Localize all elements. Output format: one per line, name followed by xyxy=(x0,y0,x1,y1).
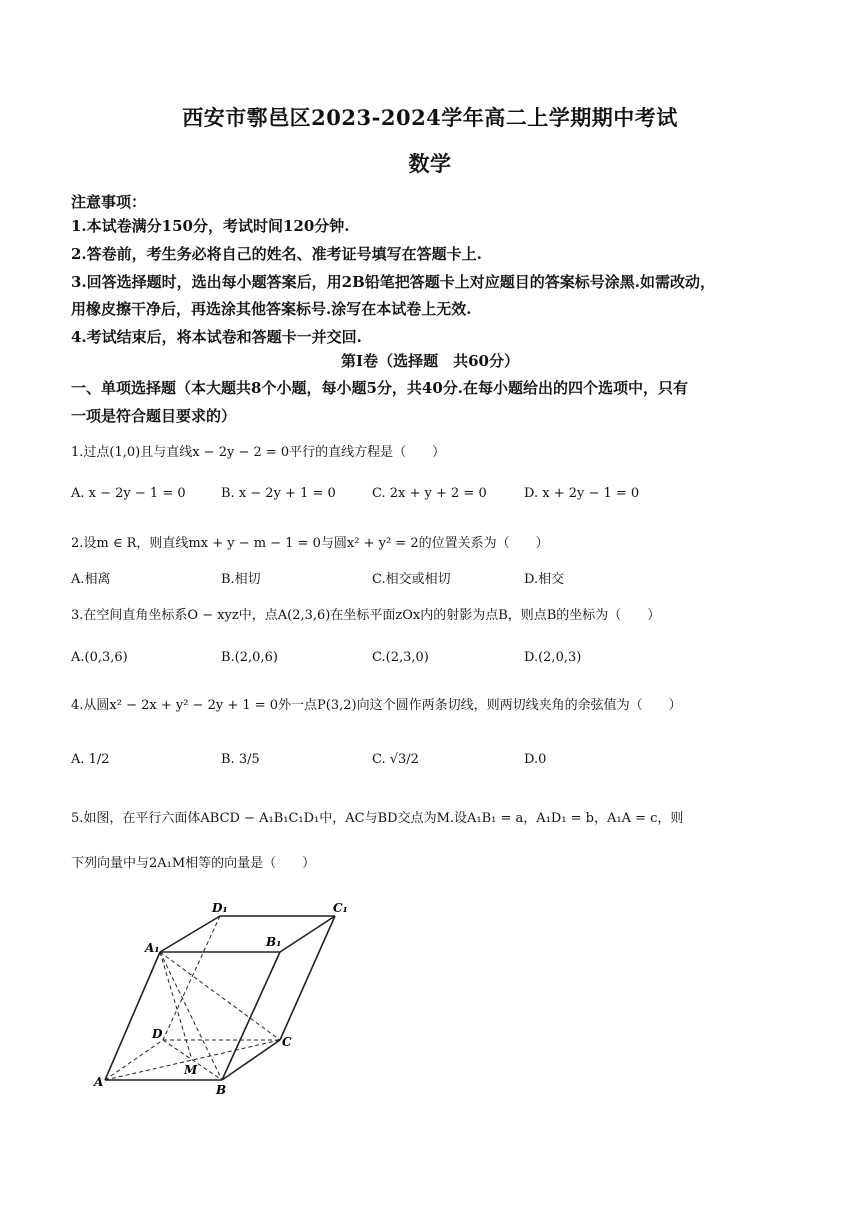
question-2-option-d: D.相交 xyxy=(524,572,565,587)
label-c: C xyxy=(282,1035,292,1049)
volume-title: 第Ⅰ卷（选择题 共60分） xyxy=(341,352,519,370)
question-3-option-d: D.(2,0,3) xyxy=(524,650,582,665)
question-1-option-a: A. x − 2y − 1 = 0 xyxy=(71,486,186,501)
question-4-option-d: D.0 xyxy=(524,752,547,767)
part-heading-line2: 一项是符合题目要求的） xyxy=(71,407,237,425)
label-m: M xyxy=(184,1063,198,1077)
question-2-option-b: B.相切 xyxy=(221,572,261,587)
label-b: B xyxy=(216,1083,227,1097)
note-item: 1.本试卷满分150分，考试时间120分钟. xyxy=(71,217,350,235)
question-4-option-c: C. √3/2 xyxy=(372,752,419,767)
note-item: 4.考试结束后，将本试卷和答题卡一并交回. xyxy=(71,328,362,346)
label-d: D xyxy=(152,1027,163,1041)
label-a1: A₁ xyxy=(145,941,160,955)
question-4-stem: 4.从圆x² − 2x + y² − 2y + 1 = 0外一点P(3,2)向这个圆作两条切线，则两切线夹角的余弦值为（ ） xyxy=(71,698,682,713)
exam-title: 西安市鄠邑区2023-2024学年高二上学期期中考试 xyxy=(182,105,678,130)
label-d1: D₁ xyxy=(212,901,228,915)
question-3-option-c: C.(2,3,0) xyxy=(372,650,429,665)
note-item: 2.答卷前，考生务必将自己的姓名、准考证号填写在答题卡上. xyxy=(71,245,482,263)
label-b1: B₁ xyxy=(266,935,282,949)
label-a: A xyxy=(94,1075,104,1089)
question-3-option-a: A.(0,3,6) xyxy=(71,650,128,665)
question-5-stem-line1: 5.如图，在平行六面体ABCD − A₁B₁C₁D₁中，AC与BD交点为M.设A₁B₁ = a，A₁D₁ = b，A₁A = c，则 xyxy=(71,811,684,826)
question-3-stem: 3.在空间直角坐标系O − xyz中，点A(2,3,6)在坐标平面zOx内的射影为点B，则点B的坐标为（ ） xyxy=(71,608,661,623)
notes-heading: 注意事项： xyxy=(71,193,147,211)
note-item: 用橡皮擦干净后，再选涂其他答案标号.涂写在本试卷上无效. xyxy=(71,300,472,318)
question-1-option-b: B. x − 2y + 1 = 0 xyxy=(221,486,336,501)
question-4-option-a: A. 1/2 xyxy=(71,752,110,767)
subject-title: 数学 xyxy=(408,151,452,176)
question-2-option-c: C.相交或相切 xyxy=(372,572,451,587)
label-c1: C₁ xyxy=(333,901,348,915)
question-1-option-d: D. x + 2y − 1 = 0 xyxy=(524,486,640,501)
question-2-stem: 2.设m ∈ R，则直线mx + y − m − 1 = 0与圆x² + y² = 2的位置关系为（ ） xyxy=(71,536,549,551)
question-5-stem-line2: 下列向量中与2A₁M相等的向量是（ ） xyxy=(71,856,316,871)
parallelepiped-figure xyxy=(90,900,360,1100)
question-3-option-b: B.(2,0,6) xyxy=(221,650,278,665)
question-1-option-c: C. 2x + y + 2 = 0 xyxy=(372,486,487,501)
question-2-option-a: A.相离 xyxy=(71,572,111,587)
part-heading-line1: 一、单项选择题（本大题共8个小题，每小题5分，共40分.在每小题给出的四个选项中，只有 xyxy=(71,379,688,397)
question-1-stem: 1.过点(1,0)且与直线x − 2y − 2 = 0平行的直线方程是（ ） xyxy=(71,445,446,460)
note-item: 3.回答选择题时，选出每小题答案后，用2B铅笔把答题卡上对应题目的答案标号涂黑.如需改动， xyxy=(71,273,716,291)
question-4-option-b: B. 3/5 xyxy=(221,752,260,767)
